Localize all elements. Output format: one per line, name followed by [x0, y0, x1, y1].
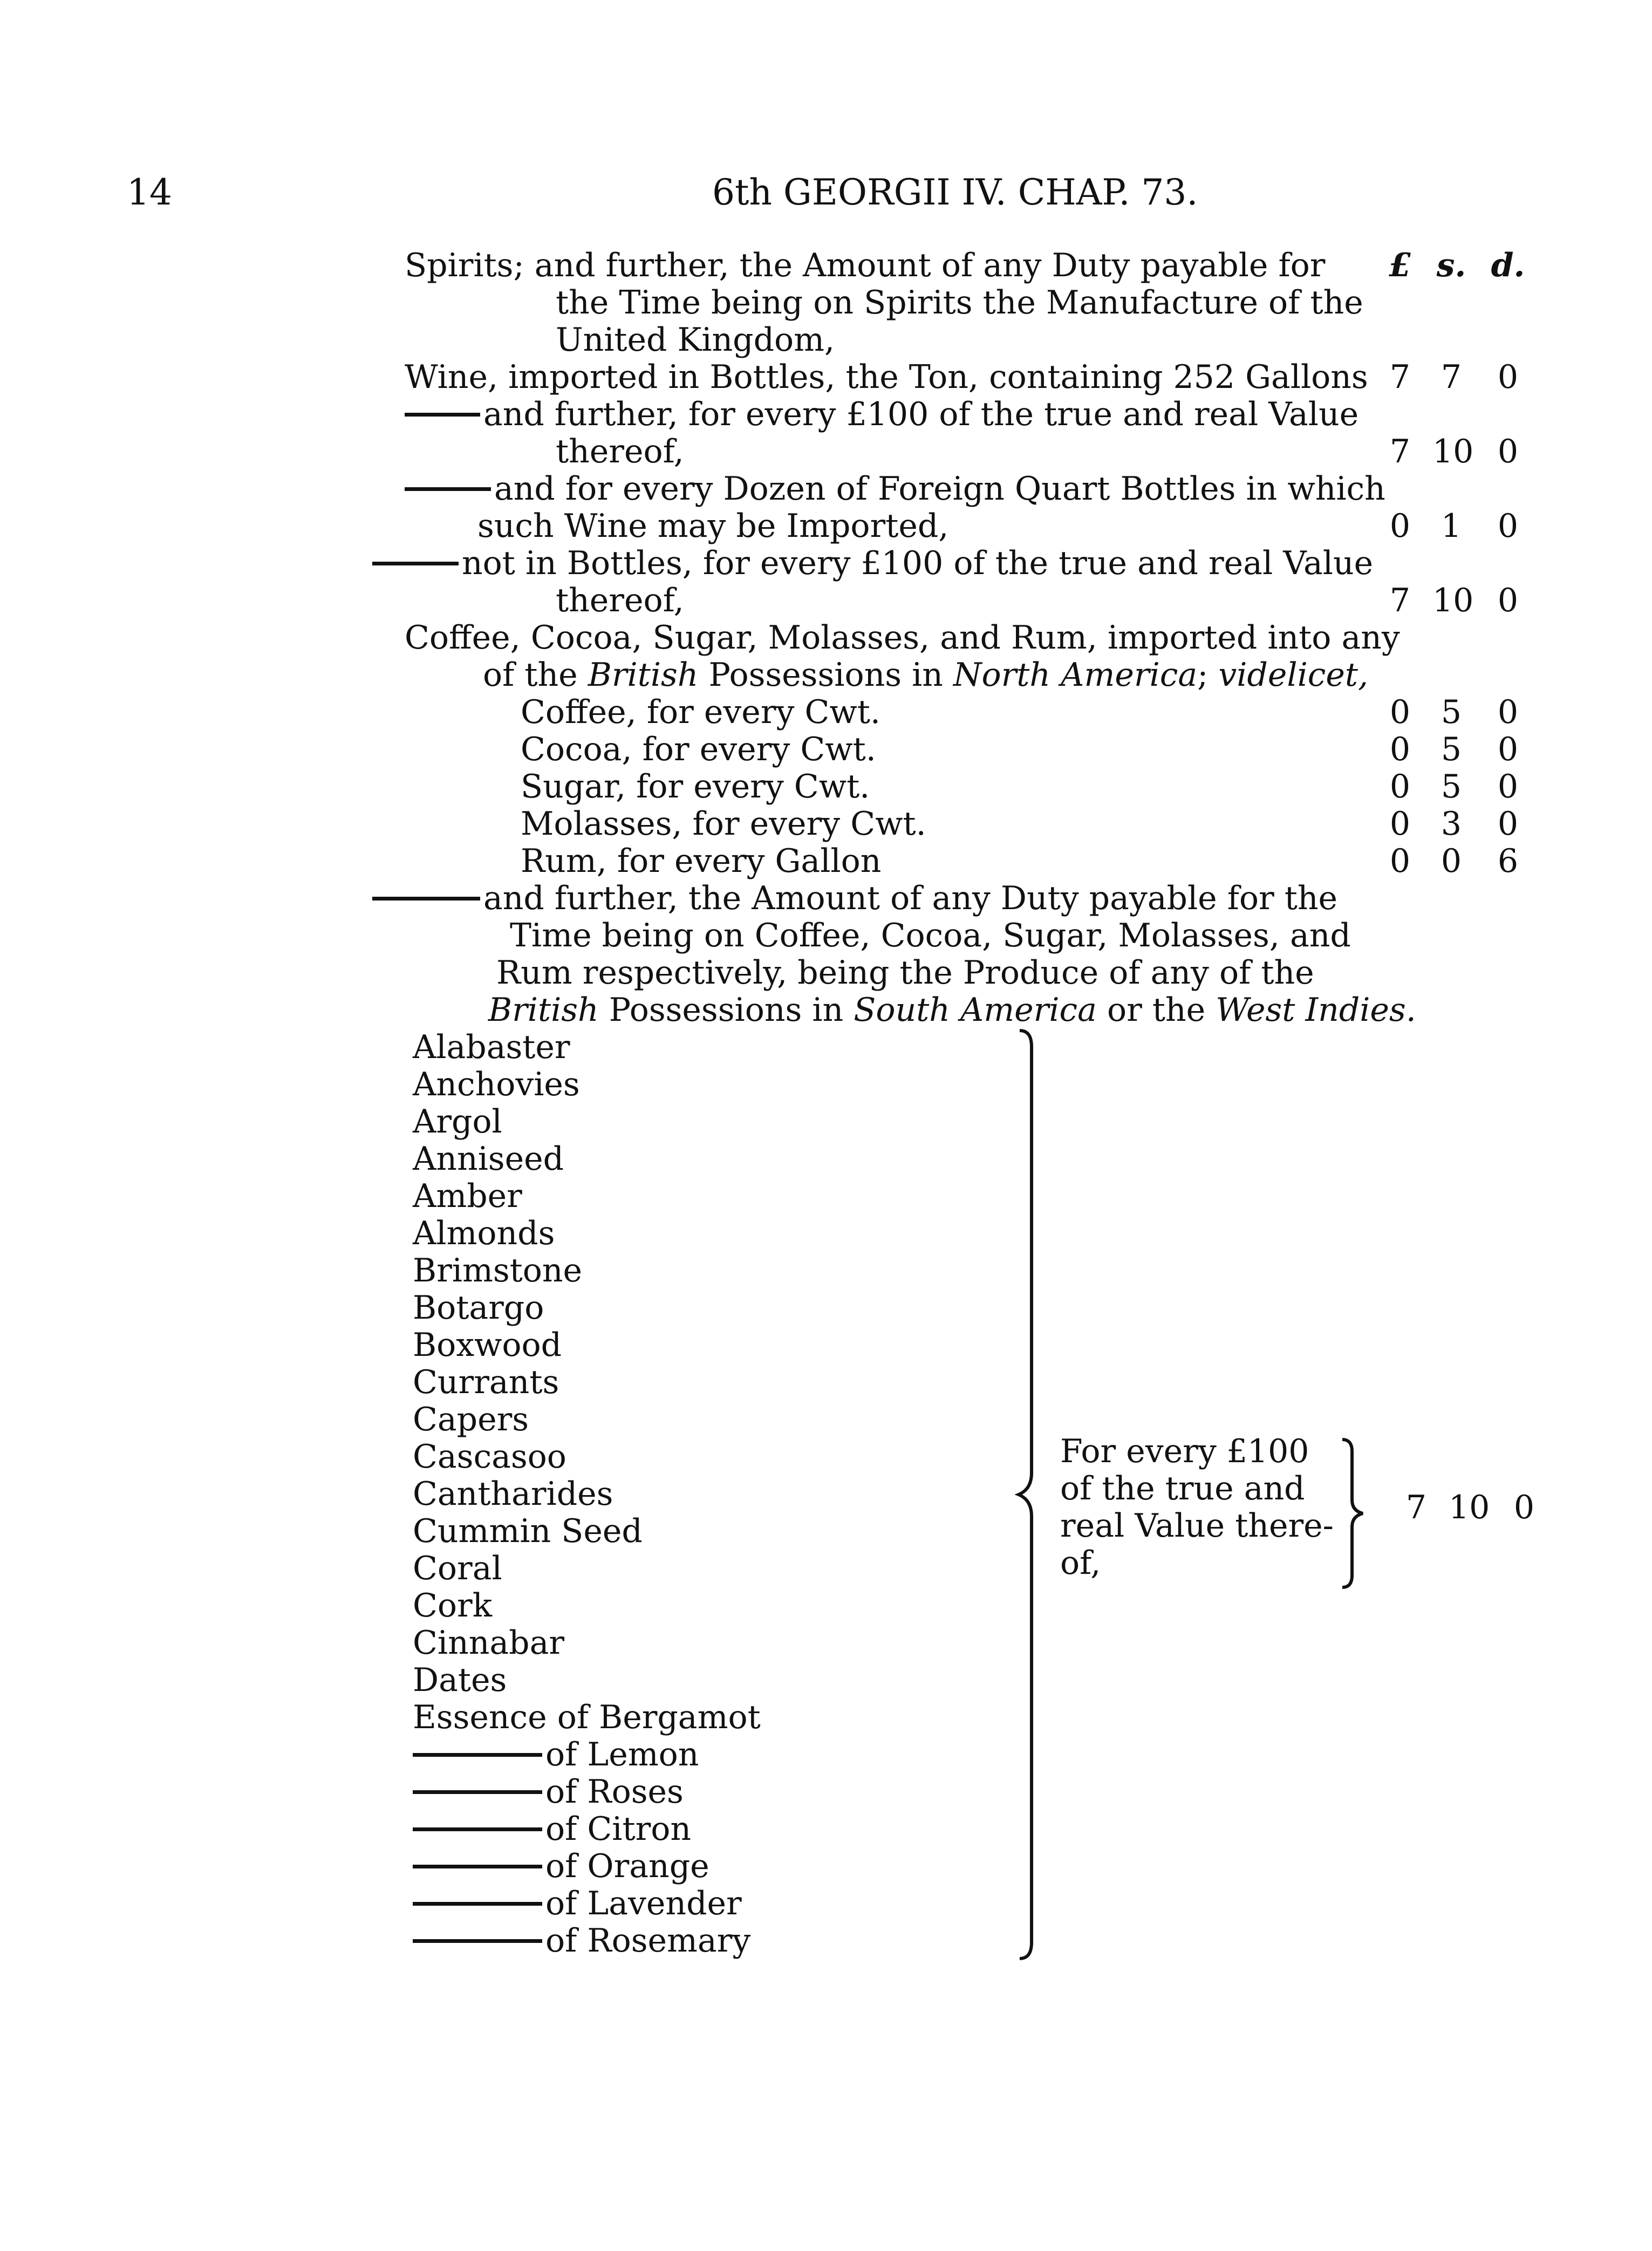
amount-shillings: 5	[1441, 768, 1462, 806]
further-line	[488, 992, 1416, 1029]
amount-pounds: 0	[1389, 507, 1411, 545]
item-name: Coral	[413, 1550, 502, 1587]
further-italic: South America	[854, 991, 1097, 1029]
item-name: Cummin Seed	[413, 1512, 643, 1550]
rate-brace	[1338, 1435, 1370, 1592]
item-name: Cascasoo	[413, 1438, 566, 1476]
colonial-italic: British	[588, 656, 699, 694]
item-name-text: of Citron	[545, 1810, 692, 1848]
ditto-dash	[405, 487, 491, 491]
item-name: Essence of Bergamot	[413, 1699, 761, 1736]
colonial-italic: videlicet,	[1218, 656, 1369, 694]
colonial-line: Coffee, Cocoa, Sugar, Molasses, and Rum, imported into any	[405, 619, 1400, 657]
item-name: Dates	[413, 1661, 507, 1699]
commodity-label: Coffee, for every Cwt.	[521, 693, 880, 731]
amount-pence: 0	[1513, 1489, 1535, 1526]
amount-shillings: 5	[1441, 731, 1462, 768]
item-name-text: of Roses	[545, 1773, 684, 1811]
item-name-text: of Lavender	[545, 1885, 742, 1922]
pounds-header: £	[1389, 247, 1411, 284]
commodity-label: Rum, for every Gallon	[521, 842, 882, 880]
further-italic: British	[488, 991, 599, 1029]
commodity-label: Sugar, for every Cwt.	[521, 768, 870, 806]
amount-pence: 0	[1497, 693, 1519, 731]
amount-pounds: 0	[1389, 731, 1411, 768]
ditto-dash	[413, 1902, 542, 1906]
ditto-dash	[413, 1790, 542, 1794]
further-line	[372, 880, 1337, 917]
item-name: Anchovies	[413, 1066, 580, 1103]
amount-pounds: 0	[1389, 842, 1411, 880]
item-name-text: of Lemon	[545, 1736, 699, 1773]
item-name: Anniseed	[413, 1140, 564, 1178]
shillings-header: s.	[1436, 247, 1466, 284]
colonial-italic: North America	[953, 656, 1198, 694]
ditto-dash	[413, 1753, 542, 1757]
amount-pence: 0	[1497, 731, 1519, 768]
ditto-dash	[413, 1865, 542, 1868]
amount-shillings: 10	[1432, 433, 1474, 470]
item-name-text: of Orange	[545, 1847, 709, 1885]
amount-shillings: 5	[1441, 693, 1462, 731]
intro-line: United Kingdom,	[556, 321, 835, 359]
item-name: Cork	[413, 1587, 493, 1625]
amount-pounds: 0	[1389, 768, 1411, 806]
item-name	[413, 1885, 742, 1922]
item-name: Amber	[413, 1177, 522, 1215]
group-rate-line: of the true and	[1060, 1470, 1305, 1508]
amount-pounds: 0	[1389, 805, 1411, 843]
amount-shillings: 10	[1432, 582, 1474, 619]
amount-pence: 6	[1497, 842, 1519, 880]
further-text: or the	[1096, 991, 1216, 1029]
item-name: Currants	[413, 1363, 559, 1401]
item-name: Argol	[413, 1103, 502, 1141]
item-name: Boxwood	[413, 1326, 562, 1364]
amount-pounds: 7	[1389, 433, 1411, 470]
amount-pence: 0	[1497, 805, 1519, 843]
item-name	[413, 1848, 709, 1885]
intro-line: Spirits; and further, the Amount of any Duty payable for	[405, 247, 1326, 284]
ditto-dash	[405, 413, 480, 417]
colonial-text: Possessions in	[698, 656, 953, 694]
item-name	[413, 1811, 691, 1848]
group-rate-line: For every £100	[1060, 1433, 1309, 1470]
item-name: Botargo	[413, 1289, 544, 1327]
item-name-text: of Rosemary	[545, 1922, 751, 1960]
ditto-dash	[413, 1939, 542, 1943]
further-line: Rum respectively, being the Produce of any of the	[496, 954, 1314, 992]
item-group-brace	[1014, 1025, 1052, 1964]
item-name: Capers	[413, 1401, 529, 1438]
amount-shillings: 7	[1441, 358, 1462, 396]
colonial-text: ;	[1197, 656, 1219, 694]
group-rate-line: of,	[1060, 1544, 1101, 1582]
item-name: Brimstone	[413, 1252, 583, 1290]
wine-line-text: and further, for every £100 of the true and real Value	[483, 395, 1359, 433]
ditto-dash	[372, 897, 480, 901]
intro-line: the Time being on Spirits the Manufacture of the	[556, 284, 1363, 322]
amount-pence: 0	[1497, 507, 1519, 545]
amount-shillings: 3	[1441, 805, 1462, 843]
further-italic: West Indies.	[1216, 991, 1416, 1029]
amount-pounds: 7	[1389, 358, 1411, 396]
colonial-line	[483, 657, 1368, 694]
item-name: Alabaster	[413, 1028, 570, 1066]
wine-line	[372, 545, 1373, 582]
amount-pence: 0	[1497, 768, 1519, 806]
amount-pounds: 7	[1389, 582, 1411, 619]
page-number: 14	[127, 172, 172, 213]
running-title: 6th GEORGII IV. CHAP. 73.	[712, 172, 1198, 213]
ditto-dash	[413, 1827, 542, 1831]
amount-pounds: 7	[1405, 1489, 1427, 1526]
further-text: Possessions in	[598, 991, 854, 1029]
amount-pence: 0	[1497, 582, 1519, 619]
amount-shillings: 0	[1441, 842, 1462, 880]
item-name	[413, 1922, 750, 1960]
wine-line	[405, 470, 1385, 508]
amount-shillings: 10	[1449, 1489, 1490, 1526]
group-rate-line: real Value there-	[1060, 1507, 1334, 1545]
amount-pounds: 0	[1389, 693, 1411, 731]
item-name: Cantharides	[413, 1475, 613, 1513]
item-name: Cinnabar	[413, 1624, 565, 1662]
wine-line: thereof,	[556, 582, 684, 619]
further-line: Time being on Coffee, Cocoa, Sugar, Molasses, and	[510, 917, 1351, 954]
colonial-text: of the	[483, 656, 588, 694]
amount-pence: 0	[1497, 358, 1519, 396]
commodity-label: Molasses, for every Cwt.	[521, 805, 926, 843]
further-text: and further, the Amount of any Duty payable for the	[483, 879, 1338, 917]
amount-shillings: 1	[1441, 507, 1462, 545]
wine-line: Wine, imported in Bottles, the Ton, containing 252 Gallons	[405, 358, 1368, 396]
item-name	[413, 1773, 684, 1811]
wine-line	[405, 396, 1359, 433]
ditto-dash	[372, 562, 459, 565]
wine-line-text: and for every Dozen of Foreign Quart Bottles in which	[494, 470, 1385, 508]
wine-line-text: not in Bottles, for every £100 of the true and real Value	[462, 544, 1374, 582]
pence-header: d.	[1491, 247, 1525, 284]
amount-pence: 0	[1497, 433, 1519, 470]
item-name: Almonds	[413, 1215, 555, 1252]
commodity-label: Cocoa, for every Cwt.	[521, 731, 876, 768]
item-name	[413, 1736, 699, 1773]
wine-line: thereof,	[556, 433, 684, 470]
wine-line: such Wine may be Imported,	[477, 507, 949, 545]
